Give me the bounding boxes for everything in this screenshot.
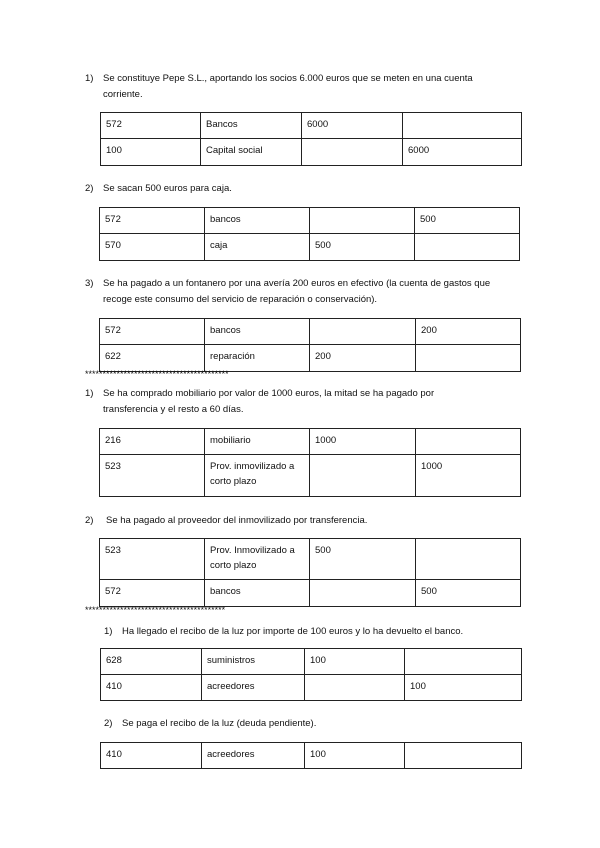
- account-name: Capital social: [201, 139, 302, 166]
- journal-table-4: [99, 428, 521, 497]
- debit-amount: [302, 139, 403, 166]
- account-name: acreedores: [202, 743, 305, 769]
- account-code: 410: [101, 743, 202, 769]
- account-name: bancos: [205, 580, 310, 607]
- table-row: [100, 539, 521, 580]
- table-row: [100, 429, 521, 455]
- entry-1-description: [85, 71, 515, 103]
- entry-text: Ha llegado el recibo de la luz por importe de 100 euros y lo ha devuelto el banco.: [122, 626, 464, 637]
- journal-table-1: [100, 112, 522, 166]
- entry-number: 2): [85, 515, 94, 526]
- debit-amount: [305, 675, 405, 701]
- entry-number: 2): [104, 718, 113, 729]
- separator: *****************************************: [85, 369, 229, 379]
- credit-amount: [415, 234, 520, 261]
- table-row: [100, 455, 521, 497]
- account-name: suministros: [202, 649, 305, 675]
- credit-amount: [416, 539, 521, 580]
- account-code: 570: [100, 234, 205, 261]
- credit-amount: 100: [405, 675, 522, 701]
- account-name: acreedores: [202, 675, 305, 701]
- table-row: [100, 234, 520, 261]
- account-name: mobiliario: [205, 429, 310, 455]
- entry-4-description: [85, 386, 525, 418]
- entry-number: 1): [104, 626, 113, 637]
- table-row: [100, 319, 521, 345]
- entry-3-description: [85, 276, 525, 308]
- entry-number: 1): [85, 388, 94, 399]
- credit-amount: [403, 113, 522, 139]
- entry-text-cont: corriente.: [103, 89, 143, 100]
- debit-amount: 500: [310, 539, 416, 580]
- entry-text: Se ha comprado mobiliario por valor de 1000 euros, la mitad se ha pagado por: [103, 388, 435, 399]
- credit-amount: [405, 649, 522, 675]
- table-row: [100, 345, 521, 372]
- account-code: 628: [101, 649, 202, 675]
- table-row: [101, 649, 522, 675]
- credit-amount: 200: [416, 319, 521, 345]
- account-code: 622: [100, 345, 205, 372]
- entry-text: Se sacan 500 euros para caja.: [103, 183, 232, 194]
- entry-text-cont: recoge este consumo del servicio de reparación o conservación).: [103, 294, 378, 305]
- account-name: Bancos: [201, 113, 302, 139]
- account-code: 572: [100, 319, 205, 345]
- account-code: 572: [100, 208, 205, 234]
- account-name: bancos: [205, 208, 310, 234]
- account-code: 523: [100, 455, 205, 497]
- debit-amount: [310, 455, 416, 497]
- journal-table-5: [99, 538, 521, 607]
- debit-amount: 500: [310, 234, 415, 261]
- table-row: [100, 208, 520, 234]
- entry-text: Se ha pagado al proveedor del inmovilizado por transferencia.: [106, 515, 368, 526]
- entry-number: 1): [85, 73, 94, 84]
- table-row: [101, 139, 522, 166]
- table-row: [101, 743, 522, 769]
- credit-amount: 500: [416, 580, 521, 607]
- credit-amount: [416, 429, 521, 455]
- account-name: caja: [205, 234, 310, 261]
- entry-text: Se constituye Pepe S.L., aportando los socios 6.000 euros que se meten en una cuenta: [103, 73, 473, 84]
- credit-amount: 1000: [416, 455, 521, 497]
- entry-number: 2): [85, 183, 94, 194]
- entry-text: Se paga el recibo de la luz (deuda pendiente).: [122, 718, 317, 729]
- account-name: reparación: [205, 345, 310, 372]
- debit-amount: 100: [305, 649, 405, 675]
- debit-amount: [310, 319, 416, 345]
- debit-amount: [310, 208, 415, 234]
- account-code: 523: [100, 539, 205, 580]
- table-row: [101, 113, 522, 139]
- credit-amount: 6000: [403, 139, 522, 166]
- journal-table-7: [100, 742, 522, 769]
- account-name: Prov. Inmovilizado a corto plazo: [205, 539, 310, 580]
- debit-amount: 100: [305, 743, 405, 769]
- debit-amount: 1000: [310, 429, 416, 455]
- debit-amount: 200: [310, 345, 416, 372]
- table-row: [101, 675, 522, 701]
- debit-amount: 6000: [302, 113, 403, 139]
- account-code: 572: [101, 113, 201, 139]
- entry-5-description: [85, 513, 525, 529]
- account-name: Prov. inmovilizado a corto plazo: [205, 455, 310, 497]
- separator: ****************************************: [85, 605, 226, 615]
- entry-text: Se ha pagado a un fontanero por una avería 200 euros en efectivo (la cuenta de gastos que: [103, 278, 491, 289]
- journal-table-6: [100, 648, 522, 701]
- credit-amount: 500: [415, 208, 520, 234]
- debit-amount: [310, 580, 416, 607]
- account-code: 216: [100, 429, 205, 455]
- entry-6-description: [104, 624, 524, 640]
- account-name: bancos: [205, 319, 310, 345]
- credit-amount: [416, 345, 521, 372]
- journal-table-2: [99, 207, 520, 261]
- account-code: 572: [100, 580, 205, 607]
- table-row: [100, 580, 521, 607]
- credit-amount: [405, 743, 522, 769]
- entry-7-description: [104, 716, 524, 732]
- entry-number: 3): [85, 278, 94, 289]
- account-code: 100: [101, 139, 201, 166]
- entry-2-description: [85, 181, 515, 197]
- journal-table-3: [99, 318, 521, 372]
- account-code: 410: [101, 675, 202, 701]
- entry-text-cont: transferencia y el resto a 60 días.: [103, 404, 244, 415]
